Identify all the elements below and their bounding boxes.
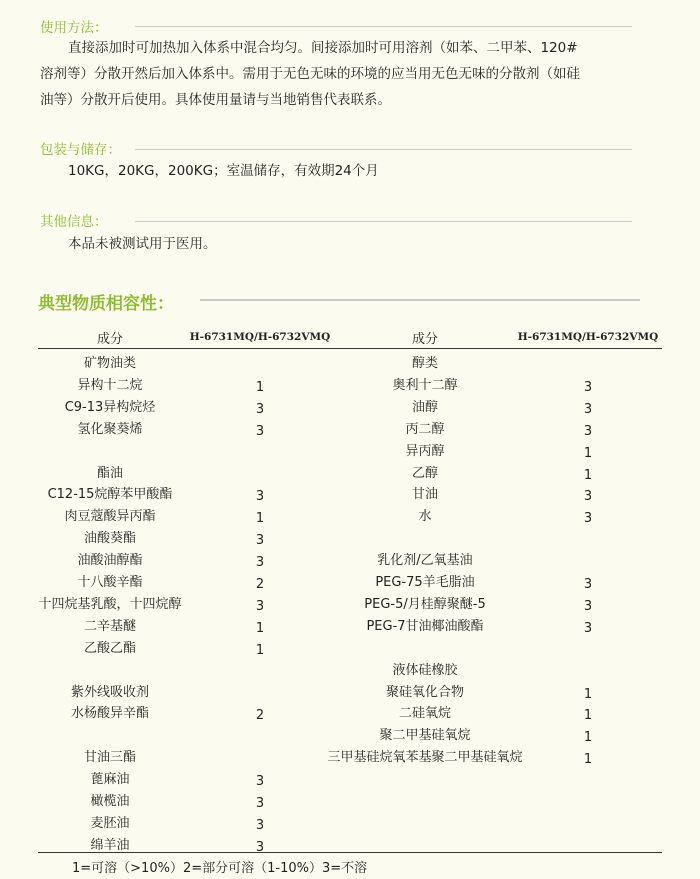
- left-ingredient: 肉豆蔻酸异丙酯: [64, 509, 156, 525]
- left-rating: 3: [255, 423, 265, 439]
- right-rating: 3: [583, 379, 593, 395]
- left-rating: 1: [255, 379, 265, 395]
- right-rating: 3: [583, 577, 593, 592]
- left-rating: 1: [255, 620, 265, 636]
- right-ingredient: PEG-75羊毛脂油: [375, 575, 475, 590]
- right-rating: 3: [583, 598, 593, 614]
- left-rating: 3: [255, 598, 265, 614]
- left-rating: 1: [255, 511, 265, 527]
- right-rating: 3: [583, 620, 593, 636]
- left-rating: 1: [255, 642, 265, 658]
- left-rating: 3: [255, 839, 265, 855]
- right-ingredient: 奥利十二醇: [392, 377, 458, 393]
- usage-paragraph: [40, 35, 662, 113]
- right-ingredient: 二硅氧烷: [398, 706, 452, 722]
- left-ingredient: 异构十二烷: [77, 377, 143, 393]
- compat-title: 典型物质相容性：: [38, 294, 174, 314]
- left-ingredient: C12-15烷醇苯甲酸酯: [47, 487, 173, 503]
- usage-line: 溶剂等）分散开然后加入体系中。需用于无色无味的环境的应当用无色无味的分散剂（如硅: [40, 66, 580, 82]
- legend-text: 1=可溶（>10%）2=部分可溶（1-10%）3=不溶: [72, 861, 368, 876]
- left-ingredient: 氢化聚葵烯: [77, 421, 143, 437]
- usage-line: 油等）分散开后使用。具体使用量请与当地销售代表联系。: [40, 92, 391, 108]
- left-ingredient-header: 成分: [96, 332, 124, 347]
- other-text: 本品未被测试用于医用。: [68, 236, 217, 252]
- right-rating: 3: [583, 401, 593, 417]
- left-rating: 3: [255, 796, 265, 811]
- right-ingredient: 液体硅橡胶: [392, 662, 458, 678]
- right-ingredient: 异丙醇: [405, 443, 445, 459]
- packaging-text: 10KG，20KG，200KG；室温储存，有效期24个月: [68, 163, 379, 179]
- table-bottom-rule: [38, 852, 662, 853]
- packaging-rule: [135, 149, 632, 150]
- compat-title-rule: [200, 299, 640, 301]
- left-rating: 3: [255, 489, 265, 505]
- right-ingredient: PEG-5/月桂醇聚醚-5: [364, 596, 486, 612]
- right-ingredient: PEG-7甘油椰油酸酯: [366, 618, 484, 634]
- right-rating: 1: [583, 467, 593, 483]
- left-ingredient: 乙酸乙酯: [83, 640, 137, 656]
- right-ingredient: 聚硅氧化合物: [385, 684, 465, 700]
- right-rating: 3: [583, 511, 593, 527]
- usage-heading: 使用方法：: [40, 20, 108, 36]
- left-ingredient: 油酸葵酯: [83, 531, 137, 547]
- left-rating: 3: [255, 555, 265, 571]
- left-ingredient: 绵羊油: [90, 837, 130, 853]
- left-ingredient: 矿物油类: [83, 356, 137, 371]
- right-ingredient: 乙醇: [411, 465, 439, 481]
- left-code-header: H-6731MQ/H-6732VMQ: [189, 331, 331, 343]
- left-rating: 3: [255, 817, 265, 833]
- left-ingredient: 紫外线吸收剂: [70, 684, 150, 700]
- left-rating: 2: [255, 577, 265, 592]
- right-rating: 1: [583, 708, 593, 724]
- left-ingredient: 蓖麻油: [90, 772, 130, 788]
- left-ingredient: 麦胚油: [90, 815, 130, 831]
- right-rating: 1: [583, 445, 593, 461]
- packaging-heading: 包装与储存：: [40, 142, 121, 158]
- right-rating: 3: [583, 423, 593, 439]
- usage-rule: [135, 26, 632, 27]
- left-rating: 3: [255, 533, 265, 549]
- left-ingredient: 甘油三酯: [83, 750, 137, 766]
- left-ingredient: 油酸油醇酯: [77, 553, 143, 569]
- right-rating: 1: [583, 752, 593, 768]
- right-ingredient: 醇类: [411, 356, 439, 371]
- right-ingredient: 甘油: [411, 487, 439, 503]
- right-ingredient: 丙二醇: [405, 421, 445, 437]
- right-ingredient: 油醇: [411, 399, 439, 415]
- left-ingredient: 橄榄油: [90, 794, 130, 809]
- right-ingredient: 三甲基硅烷氧苯基聚二甲基硅氧烷: [327, 750, 523, 766]
- left-rating: 3: [255, 774, 265, 790]
- other-rule: [135, 221, 632, 222]
- left-ingredient: 酯油: [96, 465, 124, 481]
- left-ingredient: 二辛基醚: [83, 618, 137, 634]
- right-ingredient-header: 成分: [411, 332, 439, 347]
- right-rating: 1: [583, 730, 593, 746]
- right-ingredient: 水: [418, 509, 432, 525]
- left-ingredient: C9-13异构烷烃: [64, 399, 156, 415]
- right-rating: 3: [583, 489, 593, 505]
- right-ingredient: 乳化剂/乙氧基油: [377, 553, 473, 569]
- left-ingredient: 十四烷基乳酸，十四烷醇: [38, 596, 182, 612]
- other-heading: 其他信息：: [40, 214, 108, 230]
- left-ingredient: 十八酸辛酯: [77, 575, 143, 590]
- usage-line: 直接添加时可加热加入体系中混合均匀。间接添加时可用溶剂（如苯、二甲苯、120#: [68, 40, 578, 56]
- table-top-rule: [38, 348, 662, 349]
- left-rating: 2: [255, 708, 265, 724]
- right-code-header: H-6731MQ/H-6732VMQ: [517, 331, 659, 343]
- right-rating: 1: [583, 686, 593, 702]
- left-ingredient: 水杨酸异辛酯: [70, 706, 150, 722]
- left-rating: 3: [255, 401, 265, 417]
- right-ingredient: 聚二甲基硅氧烷: [379, 728, 471, 744]
